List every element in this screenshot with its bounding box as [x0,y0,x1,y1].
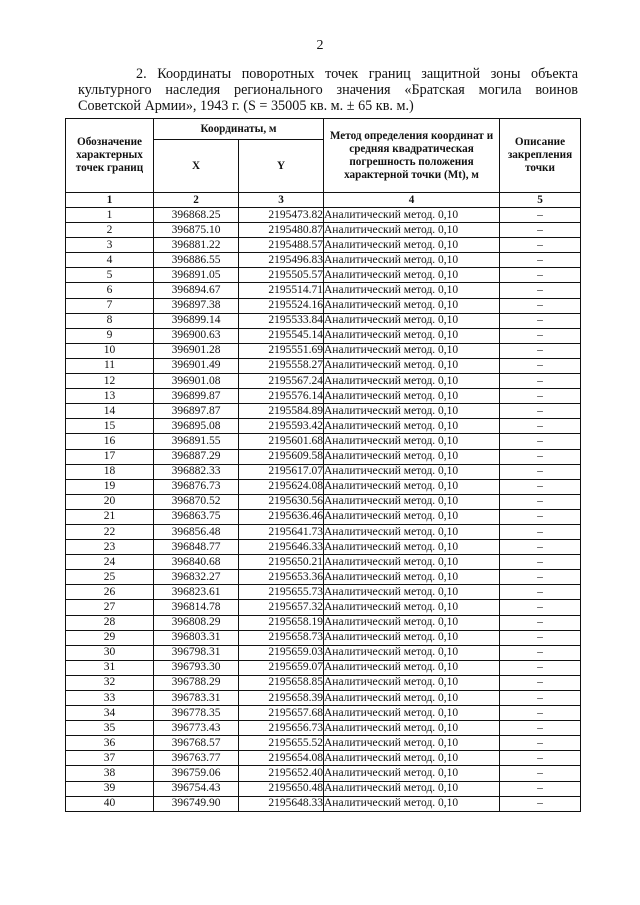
description-cell: – [500,630,581,645]
x-coordinate-cell: 396870.52 [154,494,239,509]
method-cell: Аналитический метод. 0,10 [324,796,500,811]
x-coordinate-cell: 396778.35 [154,706,239,721]
y-coordinate-cell: 2195659.03 [239,645,324,660]
table-body [66,208,581,812]
description-cell: – [500,600,581,615]
x-coordinate-cell: 396886.55 [154,253,239,268]
method-cell: Аналитический метод. 0,10 [324,208,500,223]
y-coordinate-cell: 2195584.89 [239,404,324,419]
method-cell: Аналитический метод. 0,10 [324,781,500,796]
point-cell: 20 [66,494,154,509]
table-row [66,343,581,358]
point-cell: 10 [66,343,154,358]
table-row [66,615,581,630]
description-cell: – [500,675,581,690]
description-cell: – [500,494,581,509]
y-coordinate-cell: 2195524.16 [239,298,324,313]
method-cell: Аналитический метод. 0,10 [324,766,500,781]
table-row [66,374,581,389]
point-cell: 29 [66,630,154,645]
description-cell: – [500,313,581,328]
method-cell: Аналитический метод. 0,10 [324,736,500,751]
x-coordinate-cell: 396900.63 [154,328,239,343]
x-coordinate-cell: 396768.57 [154,736,239,751]
method-cell: Аналитический метод. 0,10 [324,404,500,419]
table-row [66,253,581,268]
table-row [66,449,581,464]
description-cell: – [500,585,581,600]
method-cell: Аналитический метод. 0,10 [324,298,500,313]
y-coordinate-cell: 2195657.68 [239,706,324,721]
method-cell: Аналитический метод. 0,10 [324,600,500,615]
table-row [66,298,581,313]
y-coordinate-cell: 2195658.39 [239,691,324,706]
y-coordinate-cell: 2195609.58 [239,449,324,464]
x-coordinate-cell: 396891.55 [154,434,239,449]
description-cell: – [500,343,581,358]
y-coordinate-cell: 2195480.87 [239,223,324,238]
point-cell: 38 [66,766,154,781]
description-cell: – [500,404,581,419]
y-coordinate-cell: 2195624.08 [239,479,324,494]
x-coordinate-cell: 396848.77 [154,540,239,555]
x-coordinate-cell: 396863.75 [154,509,239,524]
point-cell: 26 [66,585,154,600]
table-row [66,419,581,434]
x-coordinate-cell: 396749.90 [154,796,239,811]
y-coordinate-cell: 2195650.21 [239,555,324,570]
y-coordinate-cell: 2195659.07 [239,660,324,675]
point-cell: 25 [66,570,154,585]
x-coordinate-cell: 396840.68 [154,555,239,570]
description-cell: – [500,509,581,524]
description-cell: – [500,268,581,283]
point-cell: 22 [66,524,154,539]
point-cell: 32 [66,675,154,690]
y-coordinate-cell: 2195656.73 [239,721,324,736]
description-cell: – [500,238,581,253]
point-cell: 9 [66,328,154,343]
y-coordinate-cell: 2195658.73 [239,630,324,645]
x-coordinate-cell: 396881.22 [154,238,239,253]
method-cell: Аналитический метод. 0,10 [324,751,500,766]
description-cell: – [500,479,581,494]
column-number-3: 3 [239,193,324,208]
method-cell: Аналитический метод. 0,10 [324,313,500,328]
y-coordinate-cell: 2195576.14 [239,389,324,404]
description-cell: – [500,223,581,238]
table-row [66,494,581,509]
table-row [66,796,581,811]
method-cell: Аналитический метод. 0,10 [324,555,500,570]
description-cell: – [500,283,581,298]
y-coordinate-cell: 2195646.33 [239,540,324,555]
point-cell: 37 [66,751,154,766]
description-cell: – [500,389,581,404]
x-coordinate-cell: 396773.43 [154,721,239,736]
description-cell: – [500,706,581,721]
x-coordinate-cell: 396808.29 [154,615,239,630]
description-cell: – [500,736,581,751]
x-coordinate-cell: 396895.08 [154,419,239,434]
table-row [66,630,581,645]
y-coordinate-cell: 2195648.33 [239,796,324,811]
header-method: Метод определения координат и средняя квадратическая погрешность положения характерной точки (Mt), м [324,119,500,193]
y-coordinate-cell: 2195657.32 [239,600,324,615]
table-row [66,766,581,781]
description-cell: – [500,781,581,796]
y-coordinate-cell: 2195567.24 [239,374,324,389]
table-row [66,328,581,343]
y-coordinate-cell: 2195630.56 [239,494,324,509]
point-cell: 39 [66,781,154,796]
method-cell: Аналитический метод. 0,10 [324,630,500,645]
method-cell: Аналитический метод. 0,10 [324,238,500,253]
x-coordinate-cell: 396894.67 [154,283,239,298]
y-coordinate-cell: 2195652.40 [239,766,324,781]
method-cell: Аналитический метод. 0,10 [324,675,500,690]
description-cell: – [500,540,581,555]
column-number-2: 2 [154,193,239,208]
x-coordinate-cell: 396891.05 [154,268,239,283]
x-coordinate-cell: 396856.48 [154,524,239,539]
point-cell: 24 [66,555,154,570]
y-coordinate-cell: 2195653.36 [239,570,324,585]
table-row [66,691,581,706]
description-cell: – [500,691,581,706]
y-coordinate-cell: 2195593.42 [239,419,324,434]
heading-line-2: культурного наследия регионального значения «Братская могила воинов [78,82,578,98]
point-cell: 4 [66,253,154,268]
table-row [66,524,581,539]
method-cell: Аналитический метод. 0,10 [324,464,500,479]
method-cell: Аналитический метод. 0,10 [324,509,500,524]
y-coordinate-cell: 2195658.19 [239,615,324,630]
method-cell: Аналитический метод. 0,10 [324,253,500,268]
y-coordinate-cell: 2195655.73 [239,585,324,600]
method-cell: Аналитический метод. 0,10 [324,449,500,464]
method-cell: Аналитический метод. 0,10 [324,268,500,283]
point-cell: 19 [66,479,154,494]
header-description: Описание закрепления точки [500,119,581,193]
description-cell: – [500,615,581,630]
point-cell: 30 [66,645,154,660]
column-number-4: 4 [324,193,500,208]
y-coordinate-cell: 2195654.08 [239,751,324,766]
table-row [66,389,581,404]
description-cell: – [500,570,581,585]
description-cell: – [500,751,581,766]
table-row [66,751,581,766]
y-coordinate-cell: 2195551.69 [239,343,324,358]
y-coordinate-cell: 2195505.57 [239,268,324,283]
point-cell: 31 [66,660,154,675]
table-row [66,645,581,660]
table-row [66,313,581,328]
table-row [66,675,581,690]
method-cell: Аналитический метод. 0,10 [324,721,500,736]
y-coordinate-cell: 2195514.71 [239,283,324,298]
y-coordinate-cell: 2195473.82 [239,208,324,223]
method-cell: Аналитический метод. 0,10 [324,645,500,660]
y-coordinate-cell: 2195488.57 [239,238,324,253]
point-cell: 13 [66,389,154,404]
point-cell: 1 [66,208,154,223]
x-coordinate-cell: 396876.73 [154,479,239,494]
method-cell: Аналитический метод. 0,10 [324,389,500,404]
description-cell: – [500,208,581,223]
table-row [66,358,581,373]
point-cell: 23 [66,540,154,555]
x-coordinate-cell: 396793.30 [154,660,239,675]
point-cell: 3 [66,238,154,253]
method-cell: Аналитический метод. 0,10 [324,223,500,238]
x-coordinate-cell: 396901.08 [154,374,239,389]
table-row [66,238,581,253]
heading-line-1: 2. Координаты поворотных точек границ защитной зоны объекта [136,66,578,82]
x-coordinate-cell: 396788.29 [154,675,239,690]
method-cell: Аналитический метод. 0,10 [324,494,500,509]
x-coordinate-cell: 396798.31 [154,645,239,660]
method-cell: Аналитический метод. 0,10 [324,706,500,721]
table-row [66,706,581,721]
x-coordinate-cell: 396899.14 [154,313,239,328]
description-cell: – [500,464,581,479]
x-coordinate-cell: 396901.28 [154,343,239,358]
column-number-1: 1 [66,193,154,208]
table-row [66,268,581,283]
heading-line-3: Советской Армии», 1943 г. (S = 35005 кв. м. ± 65 кв. м.) [78,98,414,114]
description-cell: – [500,253,581,268]
method-cell: Аналитический метод. 0,10 [324,540,500,555]
x-coordinate-cell: 396875.10 [154,223,239,238]
y-coordinate-cell: 2195545.14 [239,328,324,343]
point-cell: 28 [66,615,154,630]
x-coordinate-cell: 396823.61 [154,585,239,600]
x-coordinate-cell: 396899.87 [154,389,239,404]
column-number-5: 5 [500,193,581,208]
y-coordinate-cell: 2195650.48 [239,781,324,796]
page-number: 2 [316,38,324,53]
header-x: X [154,140,239,193]
table-row [66,570,581,585]
table-row [66,555,581,570]
x-coordinate-cell: 396803.31 [154,630,239,645]
point-cell: 40 [66,796,154,811]
table-row [66,208,581,223]
point-cell: 8 [66,313,154,328]
method-cell: Аналитический метод. 0,10 [324,374,500,389]
x-coordinate-cell: 396868.25 [154,208,239,223]
description-cell: – [500,434,581,449]
x-coordinate-cell: 396814.78 [154,600,239,615]
table-row [66,464,581,479]
method-cell: Аналитический метод. 0,10 [324,358,500,373]
section-heading [78,66,578,114]
table-row [66,479,581,494]
point-cell: 35 [66,721,154,736]
description-cell: – [500,298,581,313]
point-cell: 18 [66,464,154,479]
description-cell: – [500,660,581,675]
method-cell: Аналитический метод. 0,10 [324,434,500,449]
description-cell: – [500,449,581,464]
method-cell: Аналитический метод. 0,10 [324,615,500,630]
coordinates-table [65,118,581,812]
table-row [66,600,581,615]
method-cell: Аналитический метод. 0,10 [324,328,500,343]
description-cell: – [500,358,581,373]
header-point: Обозначение характерных точек границ [66,119,154,193]
y-coordinate-cell: 2195658.85 [239,675,324,690]
x-coordinate-cell: 396887.29 [154,449,239,464]
table-row [66,660,581,675]
y-coordinate-cell: 2195558.27 [239,358,324,373]
method-cell: Аналитический метод. 0,10 [324,343,500,358]
point-cell: 2 [66,223,154,238]
point-cell: 5 [66,268,154,283]
x-coordinate-cell: 396897.87 [154,404,239,419]
table-row [66,434,581,449]
y-coordinate-cell: 2195641.73 [239,524,324,539]
y-coordinate-cell: 2195636.46 [239,509,324,524]
description-cell: – [500,721,581,736]
point-cell: 14 [66,404,154,419]
table-row [66,721,581,736]
table-row [66,736,581,751]
header-coords: Координаты, м [154,119,324,140]
point-cell: 34 [66,706,154,721]
point-cell: 36 [66,736,154,751]
method-cell: Аналитический метод. 0,10 [324,479,500,494]
point-cell: 27 [66,600,154,615]
table-row [66,283,581,298]
description-cell: – [500,419,581,434]
description-cell: – [500,524,581,539]
y-coordinate-cell: 2195496.83 [239,253,324,268]
point-cell: 17 [66,449,154,464]
description-cell: – [500,796,581,811]
table-row [66,509,581,524]
table-row [66,585,581,600]
y-coordinate-cell: 2195655.52 [239,736,324,751]
point-cell: 11 [66,358,154,373]
method-cell: Аналитический метод. 0,10 [324,283,500,298]
description-cell: – [500,374,581,389]
x-coordinate-cell: 396897.38 [154,298,239,313]
method-cell: Аналитический метод. 0,10 [324,570,500,585]
point-cell: 33 [66,691,154,706]
point-cell: 15 [66,419,154,434]
table-row [66,781,581,796]
x-coordinate-cell: 396759.06 [154,766,239,781]
point-cell: 12 [66,374,154,389]
table-row [66,540,581,555]
point-cell: 16 [66,434,154,449]
description-cell: – [500,555,581,570]
description-cell: – [500,328,581,343]
method-cell: Аналитический метод. 0,10 [324,419,500,434]
x-coordinate-cell: 396832.27 [154,570,239,585]
description-cell: – [500,766,581,781]
x-coordinate-cell: 396901.49 [154,358,239,373]
header-y: Y [239,140,324,193]
point-cell: 21 [66,509,154,524]
method-cell: Аналитический метод. 0,10 [324,585,500,600]
x-coordinate-cell: 396882.33 [154,464,239,479]
y-coordinate-cell: 2195533.84 [239,313,324,328]
table-row [66,404,581,419]
x-coordinate-cell: 396783.31 [154,691,239,706]
table-row [66,223,581,238]
method-cell: Аналитический метод. 0,10 [324,691,500,706]
y-coordinate-cell: 2195601.68 [239,434,324,449]
y-coordinate-cell: 2195617.07 [239,464,324,479]
x-coordinate-cell: 396763.77 [154,751,239,766]
method-cell: Аналитический метод. 0,10 [324,660,500,675]
description-cell: – [500,645,581,660]
point-cell: 7 [66,298,154,313]
point-cell: 6 [66,283,154,298]
x-coordinate-cell: 396754.43 [154,781,239,796]
method-cell: Аналитический метод. 0,10 [324,524,500,539]
